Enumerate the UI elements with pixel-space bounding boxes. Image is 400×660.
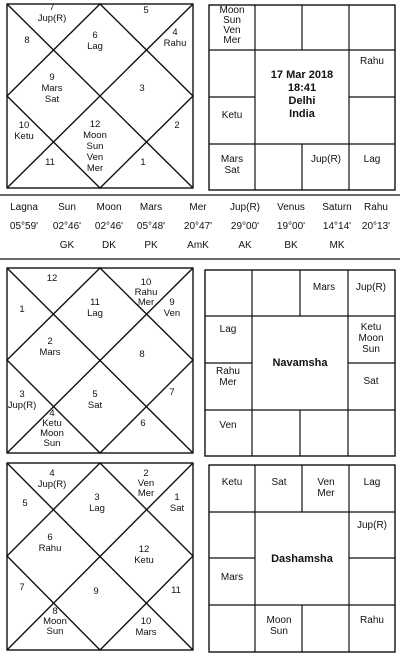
navamsha-grid-l4: Ven	[219, 420, 237, 431]
rasi-house-6: 6 Lag	[87, 30, 103, 52]
navamsha-house-9: 9 Ven	[163, 297, 181, 319]
rasi-grid	[209, 5, 395, 190]
dashamsha-grid-l4: Mars	[220, 572, 244, 583]
planet-degree-table	[0, 195, 400, 259]
navamsha-grid-top-c: Mars	[312, 282, 336, 293]
dashamsha-title: Dashamsha	[271, 553, 333, 565]
table-header-row	[10, 202, 388, 213]
dashamsha-grid-bottom-right: Rahu	[360, 615, 384, 626]
dashamsha-chart	[7, 463, 193, 650]
navamsha-house-6: 6	[140, 418, 146, 429]
dashamsha-grid-r2: Jup(R)	[356, 520, 388, 531]
navamsha-house-2: 2 Mars	[39, 336, 61, 358]
navamsha-house-10: 10 Rahu Mer	[134, 277, 158, 308]
rasi-house-11: 11	[45, 157, 55, 168]
rasi-chart	[7, 2, 193, 188]
navamsha-grid-r2: Ketu Moon Sun	[358, 322, 384, 355]
rasi-house-4: 4 Rahu	[163, 27, 187, 49]
navamsha-grid-l2: Lag	[219, 324, 237, 335]
karaka-cell: BK	[284, 240, 298, 251]
dashamsha-house-9: 9	[93, 586, 99, 597]
dashamsha-grid-top-left: Ketu	[221, 477, 243, 488]
degree-cell: 02°46'	[94, 221, 124, 232]
karaka-cell: AmK	[187, 240, 209, 251]
rasi-house-3: 3	[139, 83, 145, 94]
degree-cell: 20°13'	[361, 221, 391, 232]
col-header: Sun	[58, 202, 76, 213]
navamsha-title: Navamsha	[272, 357, 328, 369]
table-degree-row	[10, 221, 390, 232]
rasi-house-7: 7 Jup(R)	[37, 2, 67, 24]
dashamsha-house-6: 6 Rahu	[38, 532, 62, 554]
navamsha-house-5: 5 Sat	[87, 389, 103, 411]
navamsha-grid-l3: Rahu Mer	[216, 366, 240, 388]
navamsha-grid-top-right: Jup(R)	[355, 282, 387, 293]
karaka-cell: AK	[238, 240, 252, 251]
degree-cell: 20°47'	[183, 221, 213, 232]
degree-cell: 05°48'	[136, 221, 166, 232]
degree-cell: 05°59'	[9, 221, 39, 232]
birth-details: 17 Mar 2018 18:41 Delhi India	[270, 69, 334, 120]
dashamsha-house-8: 8 Moon Sun	[43, 606, 67, 637]
dashamsha-house-2: 2 Ven Mer	[137, 468, 155, 499]
dashamsha-house-3: 3 Lag	[89, 492, 105, 514]
col-header: Mars	[139, 202, 163, 213]
dashamsha-grid-top-right: Lag	[363, 477, 381, 488]
rasi-house-labels	[14, 2, 186, 174]
rasi-house-10: 10 Ketu	[14, 120, 34, 142]
dashamsha-house-7: 7	[19, 582, 25, 593]
dashamsha-grid-bottom-b: Moon Sun	[266, 615, 292, 637]
degree-cell: 02°46'	[52, 221, 82, 232]
col-header: Moon	[96, 202, 122, 213]
rasi-house-1: 1	[140, 157, 146, 168]
col-header: Lagna	[10, 202, 38, 213]
navamsha-house-11: 11 Lag	[87, 297, 103, 319]
table-karaka-row	[60, 240, 345, 251]
rasi-house-12: 12 Moon Sun Ven Mer	[83, 119, 107, 174]
rasi-house-9: 9 Mars Sat	[41, 72, 63, 105]
karaka-cell: MK	[329, 240, 345, 251]
col-header: Rahu	[364, 202, 388, 213]
rasi-grid-top-right: Rahu	[360, 56, 384, 67]
karaka-cell: GK	[59, 240, 75, 251]
dashamsha-house-10: 10 Mars	[135, 616, 157, 638]
col-header: Venus	[277, 202, 305, 213]
rasi-house-2: 2	[174, 120, 180, 131]
dashamsha-house-4: 4 Jup(R)	[37, 468, 67, 490]
degree-cell: 29°00'	[230, 221, 260, 232]
navamsha-house-7: 7	[169, 387, 175, 398]
dashamsha-house-1: 1 Sat	[169, 492, 185, 514]
rasi-grid-bottom-mid: Jup(R)	[310, 154, 342, 165]
dashamsha-house-11: 11	[171, 585, 181, 596]
navamsha-grid-r3: Sat	[363, 376, 379, 387]
navamsha-house-12: 12	[46, 273, 58, 284]
navamsha-house-8: 8	[139, 349, 145, 360]
degree-cell: 19°00'	[276, 221, 306, 232]
navamsha-chart	[7, 268, 193, 453]
col-header: Saturn	[322, 202, 352, 213]
dashamsha-grid	[209, 465, 395, 652]
rasi-grid-bottom-right: Lag	[363, 154, 381, 165]
dashamsha-grid-top-c: Ven Mer	[317, 477, 335, 499]
dashamsha-grid-top-b: Sat	[271, 477, 287, 488]
navamsha-house-1: 1	[19, 304, 25, 315]
rasi-house-8: 8	[24, 35, 30, 46]
navamsha-house-3: 3 Jup(R)	[7, 389, 37, 411]
dashamsha-house-5: 5	[22, 498, 28, 509]
col-header: Mer	[189, 202, 207, 213]
rasi-grid-left: Ketu	[221, 110, 243, 121]
degree-cell: 14°14'	[322, 221, 352, 232]
col-header: Jup(R)	[229, 202, 261, 213]
karaka-cell: PK	[144, 240, 158, 251]
rasi-house-5: 5	[143, 5, 149, 16]
navamsha-house-4: 4 Ketu Moon Sun	[40, 408, 64, 449]
navamsha-grid	[205, 270, 395, 456]
rasi-grid-bottom-left: Mars Sat	[220, 154, 244, 176]
rasi-grid-top-left: Moon Sun Ven Mer	[219, 5, 245, 46]
karaka-cell: DK	[102, 240, 116, 251]
dashamsha-house-12: 12 Ketu	[134, 544, 154, 566]
